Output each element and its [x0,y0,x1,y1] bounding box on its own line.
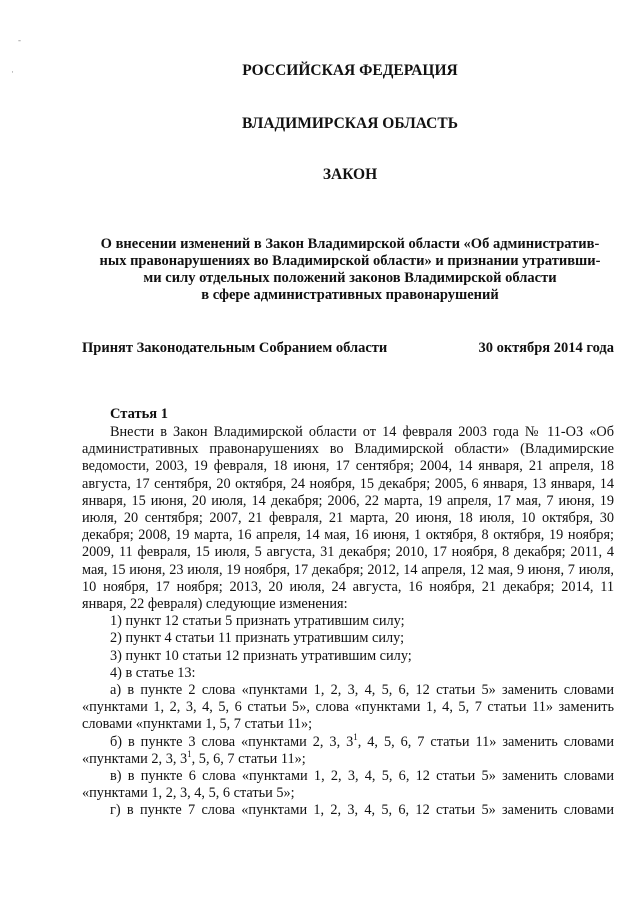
subject-line: ных правонарушениях во Владимирской области» и признании утративши- [99,253,601,269]
scan-mark: · [11,67,14,77]
list-item: 4) в статье 13: [110,664,196,681]
sub-item-g: г) в пункте 7 слова «пунктами 1, 2, 3, 4, 5, 6, 12 статьи 5» заменить словами [110,802,614,819]
sub-item-a: а) в пункте 2 слова «пунктами 1, 2, 3, 4, 5, 6, 12 статьи 5» заменить словами «пунктами 1, 2, 3, 4, 5, 6 статьи 5», слова «пунктами 1, 4, 5, 7 статьи 11» заменить словами «пунктами 1, 5, 7 статьи 11»; [82,682,614,733]
scan-mark: - [18,35,21,45]
list-item: 1) пункт 12 статьи 5 признать утратившим силу; [110,613,405,630]
article-body [82,424,614,820]
sub-item-b: б) в пункте 3 слова «пунктами 2, 3, $3^1$, 4, 5, 6, 7 статьи 11» заменить словами «пунктами 2, 3, $3^1$, 5, 6, 7 статьи 11»; [82,731,614,767]
list-item: 3) пункт 10 статьи 12 признать утратившим силу; [110,647,412,664]
list-item: 2) пункт 4 статьи 11 признать утратившим силу; [110,630,405,647]
subject-line: в сфере административных правонарушений [201,287,499,303]
country-heading: РОССИЙСКАЯ ФЕДЕРАЦИЯ [242,62,458,79]
adopted-by: Принят Законодательным Собранием области [82,340,388,356]
region-heading: ВЛАДИМИРСКАЯ ОБЛАСТЬ [242,115,458,132]
article-intro: Внести в Закон Владимирской области от 14 февраля 2003 года № 11-ОЗ «Об административных правонарушениях во Владимирской области» (Владимирские ведомости, 2003, 19 февраля, 18 июня, 17 сентября; 2004, 14 января, 21 апреля, 18 августа, 17 сентября, 20 октября, 24 ноября, 15 декабря; 2005, 6 января, 13 января, 14 января, 15 июня, 20 июля, 14 декабря; 2006, 22 марта, 19 апреля, 17 мая, 7 июня, 19 июля, 20 сентября; 2007, 21 февраля, 21 марта, 20 июня, 18 июля, 10 октября, 30 декабря; 2008, 19 марта, 16 апреля, 14 мая, 16 июня, 1 октября, 8 октября, 19 ноября; 2009, 11 февраля, 15 июля, 5 августа, 31 декабря; 2010, 17 ноября, 8 декабря; 2011, 4 мая, 15 июня, 23 июля, 19 ноября, 17 декабря; 2012, 14 апреля, 12 мая, 9 июня, 7 июля, 10 ноября, 17 ноября; 2013, 20 июля, 24 августа, 16 ноября, 21 декабря; 2014, 11 января, 22 февраля) следующие изменения: [82,424,614,613]
subject-line: ми силу отдельных положений законов Владимирской области [143,270,557,286]
doc-type-heading: ЗАКОН [322,166,378,183]
sub-item-v: в) в пункте 6 слова «пунктами 1, 2, 3, 4, 5, 6, 12 статьи 5» заменить словами «пунктами 1, 2, 3, 4, 5, 6 статьи 5»; [82,768,614,802]
article-title: Статья 1 [110,406,168,422]
subject-line: О внесении изменений в Закон Владимирской области «Об административ- [100,236,600,252]
law-subject [80,236,620,304]
adoption-date: 30 октября 2014 года [478,340,614,356]
